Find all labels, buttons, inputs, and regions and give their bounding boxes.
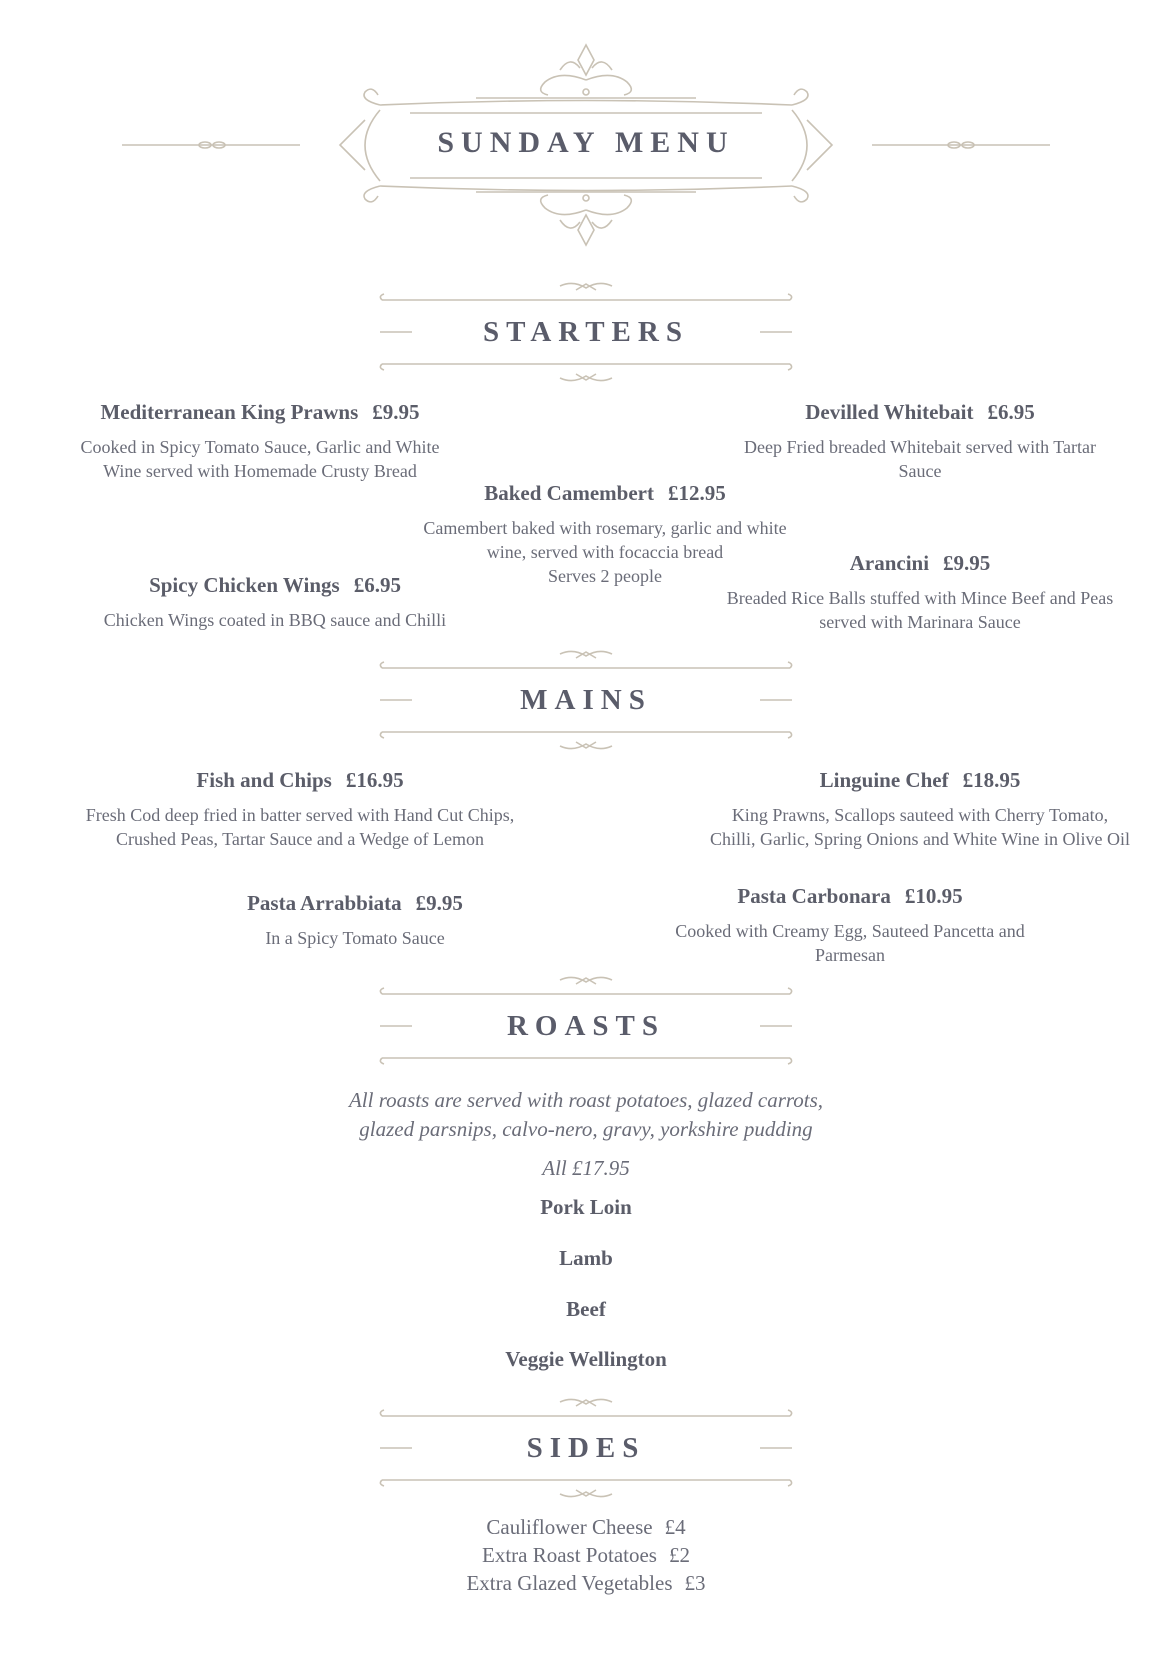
item-desc-line: Sauce <box>898 461 942 481</box>
item-price: £12.95 <box>667 481 726 505</box>
item-desc-line: Cooked with Creamy Egg, Sauteed Pancetta and <box>675 921 1025 941</box>
item-desc-line: Breaded Rice Balls stuffed with Mince Beef and Peas <box>726 588 1114 608</box>
item-name: Fish and Chips <box>196 768 332 792</box>
item-desc-line: Fresh Cod deep fried in batter served with Hand Cut Chips, <box>85 805 515 825</box>
menu-item <box>40 768 560 851</box>
item-desc-line: King Prawns, Scallops sauteed with Cherry Tomato, <box>731 805 1109 825</box>
side-price: £2 <box>668 1543 690 1567</box>
roasts-note-line: glazed parsnips, calvo-nero, gravy, yorkshire pudding <box>359 1117 813 1141</box>
item-desc-line: Chilli, Garlic, Spring Onions and White Wine in Olive Oil <box>709 829 1131 849</box>
item-name: Mediterranean King Prawns <box>100 400 359 424</box>
menu-item <box>700 551 1140 634</box>
item-desc-line: In a Spicy Tomato Sauce <box>265 928 445 948</box>
item-name: Pasta Carbonara <box>737 884 891 908</box>
sides-list <box>336 1513 836 1597</box>
menu-item <box>60 573 490 632</box>
roast-item: Veggie Wellington <box>505 1347 667 1371</box>
section-heading-starters: STARTERS <box>483 316 689 348</box>
item-desc-line: Cooked in Spicy Tomato Sauce, Garlic and White <box>80 437 440 457</box>
item-price: £10.95 <box>904 884 963 908</box>
side-item <box>336 1541 836 1569</box>
side-item <box>336 1569 836 1597</box>
item-name: Linguine Chef <box>819 768 949 792</box>
section-heading-roasts: ROASTS <box>506 1010 666 1042</box>
page-title: SUNDAY MENU <box>437 126 735 159</box>
item-desc-line: Serves 2 people <box>548 566 662 586</box>
roast-item: Pork Loin <box>540 1195 632 1219</box>
roasts-note <box>286 1086 886 1144</box>
item-price: £9.95 <box>372 400 420 424</box>
side-price: £3 <box>684 1571 706 1595</box>
menu-item <box>700 400 1140 483</box>
item-desc-line: wine, served with focaccia bread <box>486 542 724 562</box>
item-desc-line: Chicken Wings coated in BBQ sauce and Chilli <box>103 610 447 630</box>
item-price: £9.95 <box>415 891 463 915</box>
roasts-note-line: All roasts are served with roast potatoes, glazed carrots, <box>348 1088 824 1112</box>
item-desc-line: served with Marinara Sauce <box>819 612 1021 632</box>
side-name: Cauliflower Cheese <box>486 1515 653 1539</box>
section-heading-mains: MAINS <box>520 684 652 716</box>
item-price: £9.95 <box>943 551 991 575</box>
item-name: Pasta Arrabbiata <box>247 891 402 915</box>
menu-item <box>160 891 550 950</box>
item-price: £16.95 <box>345 768 404 792</box>
item-name: Devilled Whitebait <box>805 400 974 424</box>
roast-item: Lamb <box>559 1246 613 1270</box>
side-name: Extra Roast Potatoes <box>482 1543 657 1567</box>
side-name: Extra Glazed Vegetables <box>466 1571 673 1595</box>
roast-item: Beef <box>566 1297 606 1321</box>
menu-item <box>630 884 1070 967</box>
item-name: Baked Camembert <box>484 481 654 505</box>
item-desc-line: Deep Fried breaded Whitebait served with Tartar <box>744 437 1096 457</box>
item-desc-line: Camembert baked with rosemary, garlic and white <box>423 518 787 538</box>
item-price: £18.95 <box>962 768 1021 792</box>
roasts-price-note: All £17.95 <box>542 1156 630 1180</box>
item-desc-line: Parmesan <box>815 945 885 965</box>
item-desc-line: Wine served with Homemade Crusty Bread <box>103 461 417 481</box>
menu-item <box>40 400 480 483</box>
section-heading-sides: SIDES <box>526 1432 646 1464</box>
item-price: £6.95 <box>353 573 401 597</box>
item-name: Spicy Chicken Wings <box>149 573 340 597</box>
side-item <box>336 1513 836 1541</box>
item-name: Arancini <box>849 551 930 575</box>
side-price: £4 <box>664 1515 686 1539</box>
item-desc-line: Crushed Peas, Tartar Sauce and a Wedge of Lemon <box>115 829 484 849</box>
menu-item <box>680 768 1160 851</box>
item-price: £6.95 <box>987 400 1035 424</box>
